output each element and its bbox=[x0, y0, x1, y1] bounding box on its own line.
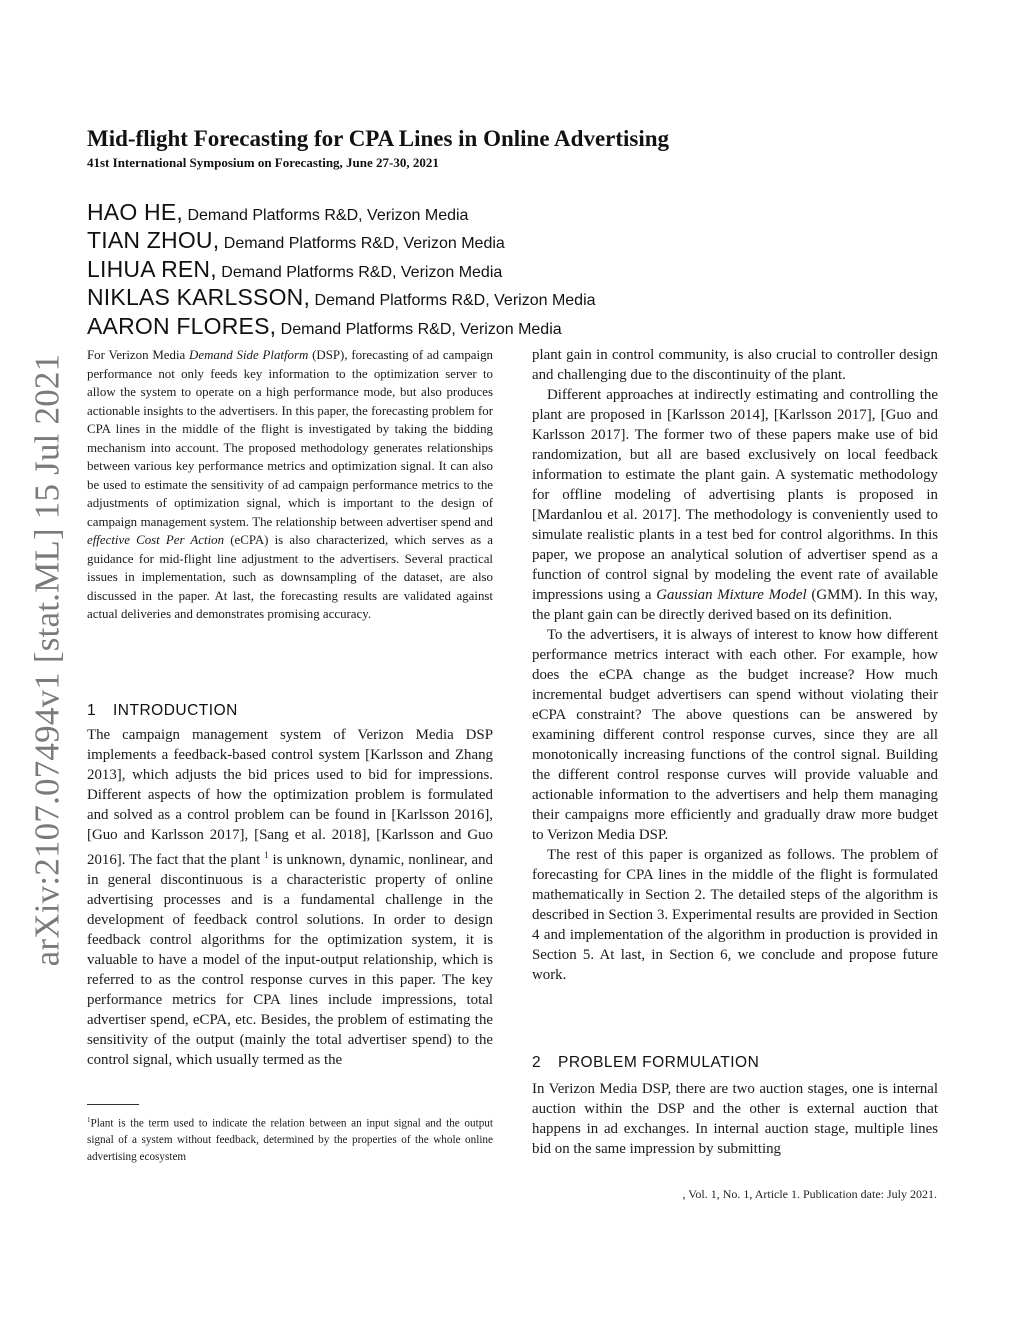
text: is unknown, dynamic, nonlinear, and in general discontinuous is a characteristic property of online advertising processes and is a fundamental challenge in the development of feedback control solutions. In order to design feedback control algorithms for the optimization system, it is valuable to have a model of the input-output relationship, which is referred to as the control response curves in this paper. The key performance metrics for CPA lines include impressions, total advertiser spend, eCPA, etc. Besides, the problem of estimating the sensitivity of the output (mainly the total advertiser spend) to the control signal, which usually termed as the bbox=[87, 851, 493, 1068]
page-footer: , Vol. 1, No. 1, Article 1. Publication date: July 2021. bbox=[682, 1187, 937, 1201]
section-number: 2 bbox=[532, 1054, 542, 1071]
author-name: HAO HE, bbox=[87, 199, 183, 225]
abstract bbox=[87, 346, 493, 624]
section-title: INTRODUCTION bbox=[113, 702, 238, 719]
paper-subtitle: 41st International Symposium on Forecasting, June 27-30, 2021 bbox=[87, 155, 439, 170]
arxiv-identifier-text: arXiv:2107.07494v1 [stat.ML] 15 Jul 2021 bbox=[27, 353, 66, 967]
text: The campaign management system of Verizon Media DSP implements a feedback-based control system [Karlsson and Zhang 2013], which adjusts the bid prices used to bid for impressions. Different aspects of how the optimization problem is formulated and solved as a control problem can be found in [Karlsson 2016], [Guo and Karlsson 2017], [Sang et al. 2018], [Karlsson and Guo 2016]. The fact that the plant bbox=[87, 727, 493, 868]
text: plant gain in control community, is also crucial to controller design and challenging due to the discontinuity of the plant. bbox=[532, 347, 938, 383]
author-name: AARON FLORES, bbox=[87, 312, 277, 339]
author bbox=[87, 226, 947, 254]
footnote bbox=[87, 1112, 493, 1165]
author-name: LIHUA REN, bbox=[87, 255, 217, 282]
arxiv-identifier bbox=[12, 353, 82, 967]
abstract-emphasis: Demand Side Platform bbox=[189, 348, 309, 362]
author-name: TIAN ZHOU, bbox=[87, 227, 220, 254]
author-affiliation: Demand Platforms R&D, Verizon Media bbox=[187, 207, 469, 224]
author-list bbox=[87, 198, 947, 340]
abstract-text: For Verizon Media bbox=[87, 348, 190, 362]
introduction-text-left bbox=[87, 725, 493, 1070]
emphasis: Gaussian Mixture Model bbox=[656, 587, 807, 603]
section-number: 1 bbox=[87, 702, 97, 719]
paragraph bbox=[87, 725, 493, 1070]
introduction-text-right bbox=[532, 345, 938, 985]
section-heading-introduction bbox=[87, 702, 238, 720]
abstract-emphasis: effective Cost Per Action bbox=[87, 533, 225, 547]
abstract-text: (DSP), forecasting of ad campaign performance not only feeds key information to the optimization server to allow the system to operate on a high performance mode, but also produces actionable insights to the advertisers. In this paper, the forecasting problem for CPA lines in the middle of the flight is investigated by taking the bidding mechanism into account. The proposed methodology generates relationships between various key performance metrics and optimization signal. It can also be used to estimate the sensitivity of ad campaign performance metrics to the adjustments of optimization signal, which is important to the design of campaign management system. The relationship between advertiser spend and bbox=[87, 348, 493, 529]
author-name: NIKLAS KARLSSON, bbox=[87, 284, 311, 311]
section-title: PROBLEM FORMULATION bbox=[558, 1054, 760, 1071]
footnote-ref: 1 bbox=[264, 850, 269, 860]
author bbox=[87, 198, 947, 226]
author-affiliation: Demand Platforms R&D, Verizon Media bbox=[280, 320, 562, 338]
author bbox=[87, 255, 947, 283]
author-affiliation: Demand Platforms R&D, Verizon Media bbox=[314, 292, 596, 310]
paragraph bbox=[532, 385, 938, 625]
text: To the advertisers, it is always of interest to know how different performance metrics interact with each other. For example, how does the eCPA change as the budget increase? How much incremental budget advertisers can spend without violating their eCPA constraint? The above questions can be answered by examining different control response curves, since they are all monotonically increasing functions of the control signal. Building the different control response curves will provide valuable and actionable information to the advertisers and help them managing their campaigns more efficiently and gradually draw more budget to Verizon Media DSP. bbox=[532, 627, 938, 843]
problem-formulation-text bbox=[532, 1079, 938, 1159]
footnote-text: Plant is the term used to indicate the relation between an input signal and the output signal of a system without feedback, determined by the properties of the whole online advertising ecosystem bbox=[87, 1117, 493, 1163]
footnote-marker: 1 bbox=[87, 1116, 91, 1124]
paragraph: In Verizon Media DSP, there are two auction stages, one is internal auction within the DSP and the other is external auction that happens in ad exchanges. In internal auction stage, multiple lines bid on the same impression by submitting bbox=[532, 1081, 938, 1157]
text: (GMM). In this way, the plant gain can be directly derived based on its definition. bbox=[532, 587, 938, 623]
abstract-text: (eCPA) is also characterized, which serves as a guidance for mid-flight line adjustment to the advertisers. Several practical issues in implementation, such as downsampling of the dataset, are also discussed in the paper. At last, the forecasting results are validated against actual deliveries and demonstrates promising accuracy. bbox=[87, 533, 493, 621]
author bbox=[87, 312, 947, 340]
footnote-rule bbox=[87, 1104, 139, 1105]
paper-title: Mid-flight Forecasting for CPA Lines in Online Advertising bbox=[87, 126, 670, 151]
section-heading-problem-formulation bbox=[532, 1054, 759, 1072]
author-affiliation: Demand Platforms R&D, Verizon Media bbox=[221, 263, 503, 281]
paragraph bbox=[532, 845, 938, 985]
author bbox=[87, 283, 947, 311]
text: The rest of this paper is organized as follows. The problem of forecasting for CPA lines in the middle of the flight is formulated mathematically in Section 2. The detailed steps of the algorithm is described in Section 3. Experimental results are provided in Section 4 and implementation of the algorithm in production is provided in Section 5. At last, in Section 6, we conclude and propose future work. bbox=[532, 847, 938, 983]
paragraph bbox=[532, 625, 938, 845]
author-affiliation: Demand Platforms R&D, Verizon Media bbox=[223, 235, 505, 253]
text: Different approaches at indirectly estimating and controlling the plant are proposed in [Karlsson 2014], [Karlsson 2017], [Guo and Karlsson 2017]. The former two of these papers make use of bid randomization, but all are based exclusively on local feedback information to estimate the plant gain. A systematic methodology for offline modeling of advertising plants is proposed in [Mardanlou et al. 2017]. The methodology is conveniently used to simulate realistic plants in a test bed for control algorithms. In this paper, we propose an analytical solution of advertiser spend as a function of control signal by modeling the event rate of available impressions using a bbox=[532, 387, 938, 603]
paragraph bbox=[532, 345, 938, 385]
